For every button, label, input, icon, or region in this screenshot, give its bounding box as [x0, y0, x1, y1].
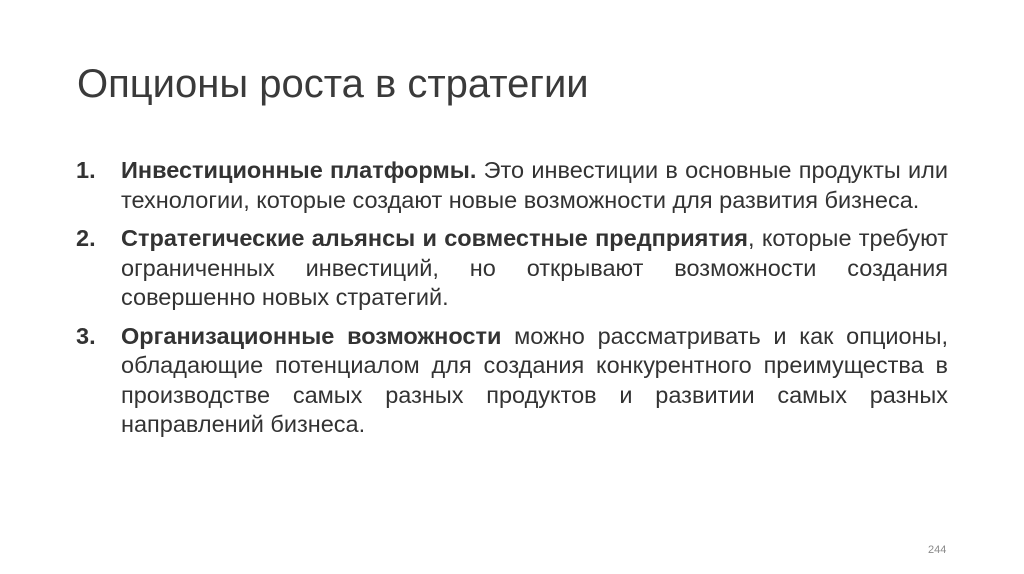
item-text: Это инвестиции в основные продукты или технологии, которые создают новые возможности для развития бизнеса. [121, 157, 948, 213]
item-term: Организационные возможности [121, 322, 502, 349]
list-item [76, 156, 948, 215]
item-term: Стратегические альянсы и совместные предприятия [121, 225, 749, 251]
item-term: Инвестиционные платформы. [121, 157, 477, 183]
list-item [76, 322, 948, 440]
item-text: можно рассматривать и как опционы, обладающие потенциалом для создания конкурентного преимущества в производстве самых разных продуктов и развитии самых разных направлений бизнеса. [121, 322, 948, 437]
item-number: 1. [76, 157, 96, 183]
list-item [76, 224, 948, 313]
item-number: 2. [76, 225, 96, 251]
slide-title: Опционы роста в стратегии [77, 62, 589, 106]
page-number: 244 [928, 544, 947, 556]
item-text: , которые требуют ограниченных инвестиций, но открывают возможности создания совершенно новых стратегий. [121, 225, 948, 310]
options-list [76, 156, 948, 449]
item-number: 3. [76, 322, 96, 349]
